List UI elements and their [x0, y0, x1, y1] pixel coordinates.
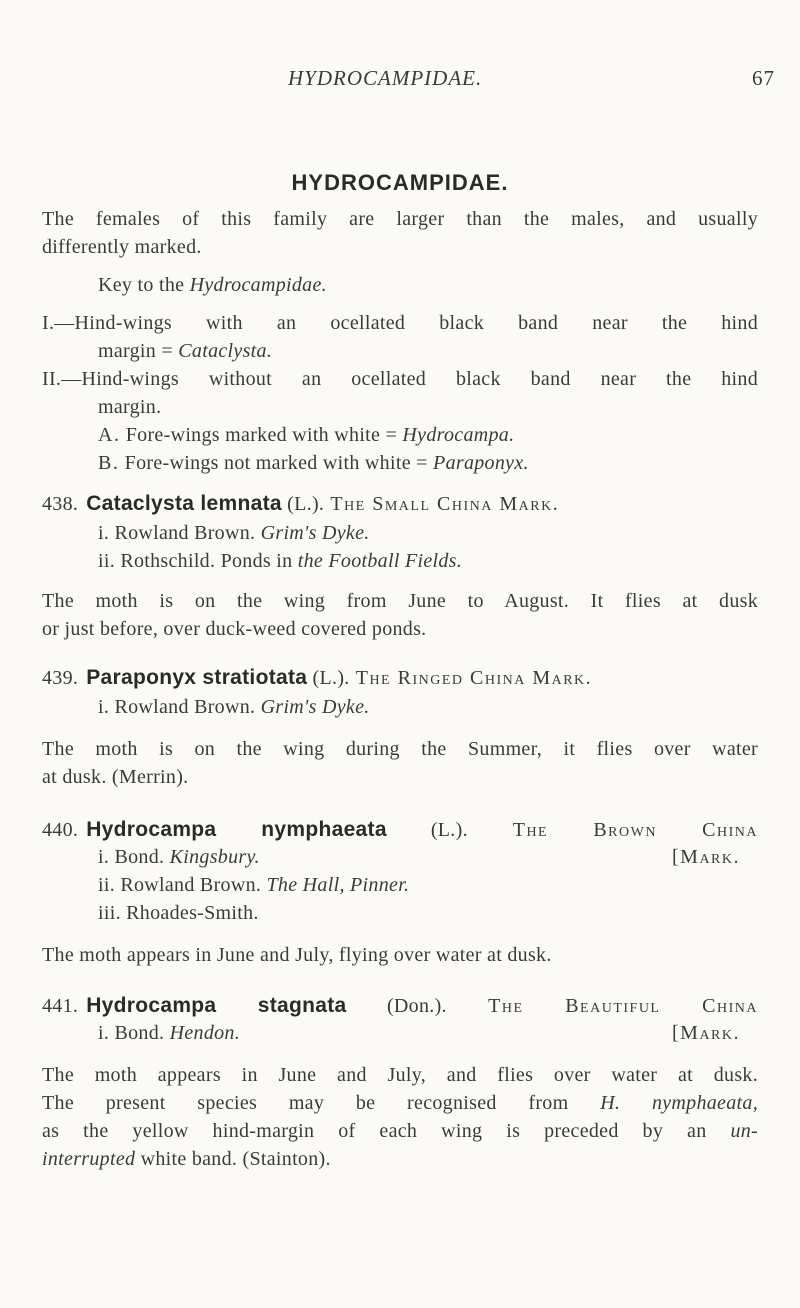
- species-439-author: (L.).: [307, 667, 350, 689]
- key-title: [98, 274, 327, 297]
- species-441-note-line-2: [42, 1092, 758, 1115]
- species-438-author: (L.).: [281, 493, 325, 515]
- key-b-label: B.: [98, 452, 120, 474]
- species-438-record-1: [98, 522, 370, 545]
- key-a-line: [98, 424, 514, 447]
- species-439-common-name: The Ringed China Mark.: [349, 667, 593, 689]
- species-439-note-line-2: at dusk. (Merrin).: [42, 766, 189, 788]
- species-441-note-line-4: [42, 1148, 331, 1171]
- species-441-common-name-continuation: [Mark.: [672, 1022, 741, 1044]
- species-441-number: 441.: [42, 995, 79, 1017]
- key-b-genus: Paraponyx.: [433, 452, 529, 474]
- species-440-note-line-1: The moth appears in June and July, flying over water at dusk.: [42, 944, 552, 966]
- running-head: [0, 66, 800, 96]
- family-heading: HYDROCAMPIDAE.: [291, 170, 509, 195]
- key-a-label: A.: [98, 424, 121, 446]
- record-locality: Kingsbury.: [169, 846, 260, 868]
- species-438-note-line-2: or just before, over duck-weed covered ponds.: [42, 618, 427, 640]
- key-a-genus: Hydrocampa.: [402, 424, 515, 446]
- key-i-genus: Cataclysta.: [178, 340, 273, 362]
- species-441-note-line-1: The moth appears in June and July, and flies over water at dusk.: [42, 1064, 758, 1086]
- note-italic: H. nymphaeata,: [600, 1092, 758, 1114]
- key-title-prefix: Key to the: [98, 274, 190, 296]
- record-prefix: ii. Rowland Brown.: [98, 874, 267, 896]
- species-439-heading: [42, 666, 592, 690]
- key-ii-line-1: II.—Hind-wings without an ocellated black band near the hind: [42, 368, 758, 390]
- record-locality: Hendon.: [169, 1022, 241, 1044]
- record-prefix: i. Rowland Brown.: [98, 696, 261, 718]
- record-locality: Grim's Dyke.: [260, 522, 370, 544]
- species-441-note-line-3: [42, 1120, 758, 1143]
- species-440-author: (L.).: [386, 819, 468, 841]
- key-i-line-1: I.—Hind-wings with an ocellated black band near the hind: [42, 312, 758, 334]
- species-439-name: Paraponyx stratiotata: [86, 666, 308, 689]
- key-i-text: margin =: [98, 340, 179, 362]
- page-number: 67: [752, 66, 775, 90]
- species-438-record-2: [98, 550, 462, 573]
- record-locality: the Football Fields.: [297, 550, 463, 572]
- species-440-common-name: The Brown China: [467, 819, 758, 841]
- record-prefix: i. Bond.: [98, 846, 170, 868]
- key-ii-line-2: margin.: [98, 396, 162, 418]
- note-text: white band. (Stainton).: [135, 1148, 331, 1170]
- record-prefix: i. Rowland Brown.: [98, 522, 261, 544]
- record-prefix: i. Bond.: [98, 1022, 170, 1044]
- species-441-heading: [42, 994, 758, 1018]
- note-text: The present species may be recognised from: [42, 1092, 601, 1114]
- species-438-heading: [42, 492, 559, 516]
- key-i-line-2: [98, 340, 272, 363]
- note-italic: un-: [730, 1120, 758, 1142]
- species-440-record-2: [98, 874, 409, 897]
- record-locality: Grim's Dyke.: [260, 696, 370, 718]
- species-439-note-line-1: The moth is on the wing during the Summer, it flies over water: [42, 738, 758, 760]
- species-441-author: (Don.).: [346, 995, 447, 1017]
- key-b-text: Fore-wings not marked with white =: [119, 452, 434, 474]
- species-440-common-name-continuation: [Mark.: [672, 846, 741, 868]
- intro-line-1: The females of this family are larger than the males, and usually: [42, 208, 758, 230]
- species-438-common-name: The Small China Mark.: [324, 493, 560, 515]
- species-440-record-1: [98, 846, 260, 869]
- species-438-name: Cataclysta lemnata: [86, 492, 282, 515]
- species-440-record-3: iii. Rhoades-Smith.: [98, 902, 259, 924]
- species-441-name: Hydrocampa stagnata: [86, 994, 347, 1017]
- running-head-title: HYDROCAMPIDAE.: [288, 66, 483, 90]
- record-locality: The Hall, Pinner.: [266, 874, 410, 896]
- key-b-line: [98, 452, 529, 475]
- species-439-record-1: [98, 696, 370, 719]
- species-441-common-name: The Beautiful China: [446, 995, 758, 1017]
- note-text: as the yellow hind-margin of each wing is preceded by an: [42, 1120, 731, 1142]
- intro-line-2: differently marked.: [42, 236, 202, 258]
- record-prefix: ii. Rothschild. Ponds in: [98, 550, 298, 572]
- species-438-number: 438.: [42, 493, 79, 515]
- key-title-genus: Hydrocampidae.: [189, 274, 327, 296]
- species-439-number: 439.: [42, 667, 79, 689]
- note-italic: interrupted: [42, 1148, 136, 1170]
- key-a-text: Fore-wings marked with white =: [120, 424, 403, 446]
- species-440-number: 440.: [42, 819, 79, 841]
- species-438-note-line-1: The moth is on the wing from June to August. It flies at dusk: [42, 590, 758, 612]
- species-441-record-1: [98, 1022, 240, 1045]
- species-440-name: Hydrocampa nymphaeata: [86, 818, 387, 841]
- species-440-heading: [42, 818, 758, 842]
